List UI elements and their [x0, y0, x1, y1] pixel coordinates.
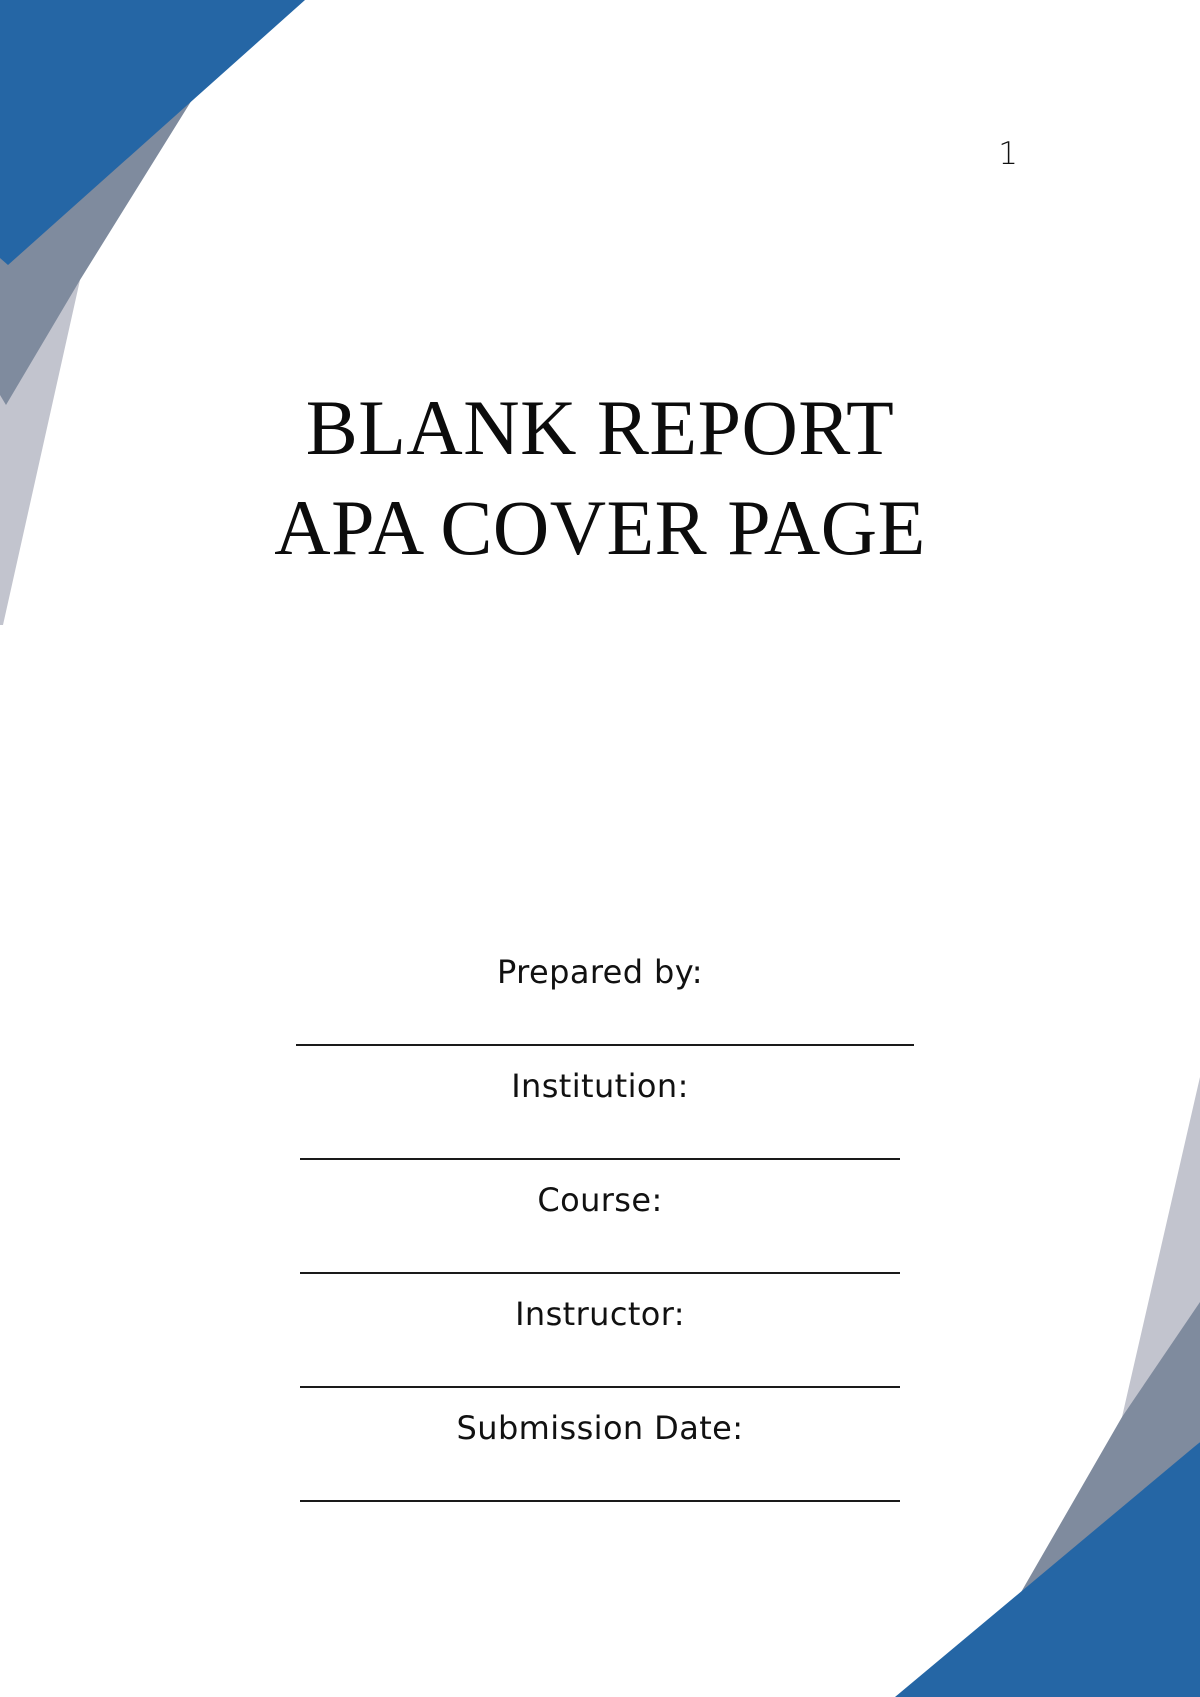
instructor-label: Instructor:	[515, 1295, 685, 1333]
cover-details	[0, 952, 1200, 1522]
prepared-by-field	[0, 952, 1200, 1066]
page-number: 1	[998, 136, 1018, 172]
title-line-1: BLANK REPORT	[305, 384, 895, 471]
submission-date-field	[0, 1408, 1200, 1522]
submission-date-blank-line[interactable]	[300, 1500, 900, 1502]
prepared-by-label: Prepared by:	[497, 953, 703, 991]
report-title	[0, 378, 1200, 578]
course-blank-line[interactable]	[300, 1272, 900, 1274]
instructor-field	[0, 1294, 1200, 1408]
top-left-blue-shape	[0, 0, 305, 265]
submission-date-label: Submission Date:	[456, 1409, 744, 1447]
prepared-by-blank-line[interactable]	[296, 1044, 914, 1046]
title-line-2: APA COVER PAGE	[274, 484, 926, 571]
institution-field	[0, 1066, 1200, 1180]
course-field	[0, 1180, 1200, 1294]
institution-label: Institution:	[511, 1067, 689, 1105]
course-label: Course:	[537, 1181, 663, 1219]
institution-blank-line[interactable]	[300, 1158, 900, 1160]
instructor-blank-line[interactable]	[300, 1386, 900, 1388]
